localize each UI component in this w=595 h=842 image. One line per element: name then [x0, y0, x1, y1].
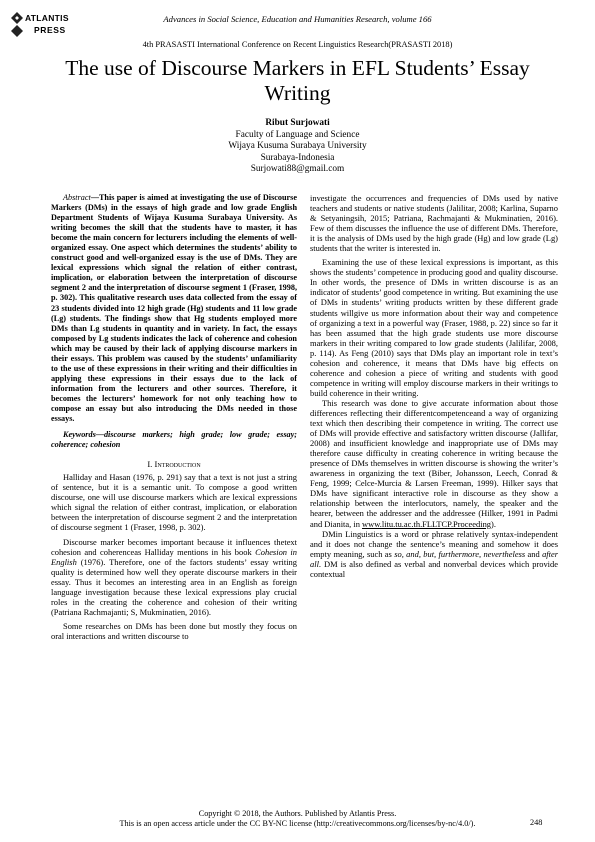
author-affiliation: Faculty of Language and Science — [235, 129, 360, 140]
dm-example: after all — [310, 548, 559, 569]
left-column — [51, 193, 297, 641]
body-paragraph: DMin Linguistics is a word or phrase relatively syntax-independent and it does not change the sentence’s meaning and somehow it does empty meaning, such as so, and, but, furthermore, nevertheless and after all. DM is also defined as verbal and nonverbal devices which provide contextual — [310, 528, 559, 579]
body-paragraph: Examining the use of these lexical expressions is important, as this shows the students’ competence in producing good and quality discourse. In other words, the presence of DMs in written discourse is as an indicator of students’ good competence in writing. But examining the use of DMs in students’ writing products written by these different grade students willgive us more information about their way and competence of organizing a text in a powerful way (Fraser, 1988, p. 22) since so far it has been assumed that the high grade students use more discourse markers in their writing compared to low grade students (Jalilifar, 2008, p. 114). As Feng (2010) says that DMs play an important role in text’s cohesion and coherence, it means that DMs have big effects on coherence and cohesion a piece of writing and students with good competence in writing will employ discourse markers in their writings to build coherence in their writing. — [310, 257, 558, 398]
copyright-line: Copyright © 2018, the Authors. Published by Atlantis Press. — [198, 809, 397, 818]
body-paragraph: Halliday and Hasan (1976, p. 291) say that a text is not just a string of sentence, but it is a semantic unit. To compose a good written discourse, one will use discourse markers which are lexical expressions which signal the relation of either contrast, implication, or elaboration between the interpretation of discourse segment 2 and the interpretation of discourse segment 1 (Fraser, 1998, p. 302). — [51, 472, 297, 533]
publisher-name-line2: PRESS — [34, 25, 66, 35]
author-block — [0, 118, 595, 176]
author-email: Surjowati88@gmail.com — [250, 164, 345, 174]
paper-title: The use of Discourse Markers in EFL Students’ Essay Writing — [65, 56, 530, 105]
copyright-footer — [0, 809, 595, 829]
abstract-text: —This paper is aimed at investigating the use of Discourse Markers (DMs) in the essays of high grade and low grade English Department Students of Wijaya Kusuma Surabaya University. As writing becomes the skill that the students have to master, it has become the main concern for lecturers including the elements of well-organized essay. One aspect which determines the students’ ability to construct good and well-organized essay is the use of DMs. They are lexical expressions which signal the relation of either contrast, implication, or elaboration between the interpretation of discourse segment 2 and the interpretation of discourse segment 1 (Fraser, 1998, p. 302). This qualitative research uses data collected from the essay of 23 students divided into 12 high grade (Hg) students and 11 low grade (Lg) students. The findings show that Hg students employed more DMs than Lg students in quantity and in variety. In fact, the essays composed by Lg students indicates the lack of coherence and cohesion which may be caused by their lack of applying discourse markers in their essays. This problem was caused by the students’ unfamiliarity to the use of these expressions in their writing and their difficulties in applying these expressions in their essays due to the lack of information from the lecturers and other sources. Therefore, it becomes the lecturers’ homework for not only teaching how to compose an essay but also introducing the DMs needed in those essays. — [51, 193, 297, 424]
section-title: Introduction — [154, 459, 201, 470]
body-paragraph: This research was done to give accurate information about those differences reflecting their differentcompetenceand a way of organizing text which then describing their competence in writing. The correct use of DMs will provide effective and satisfactory written discourse (Jallifar, 2008) and insufficient knowledge and inappropriate use of DMs may therefore cause difficulty in creating coherence in writing because the presence of DMs themselves in written discourse is showing the writer’s awareness in organizing the text (Biber, Johansson, Leech, Conrad & Feng, 1999; Celce-Murcia & Larsen Freeman, 1999). Hilker says that DMs have significant interactive role in discourse as they show a relationship between the interlocutors, namely, the speaker and the hearer, between the addresser and the addressee (Hilker, 1991 in Padmi and Dianita, in www.litu.tu.ac.th.FLLTCP.Proceeding). — [310, 397, 558, 529]
right-column — [310, 193, 558, 579]
author-name: Ribut Surjowati — [265, 118, 330, 128]
body-paragraph: Discourse marker becomes important because it influences thetext cohesion and coherenceas Halliday mentions in his book Cohesion in English (1976). Therefore, one of the factors students’ essay writing quality is determined how well they operate discourse markers in their essay. Thus it becomes an interesting area in an English as foreign language investigation because these lexical expressions play crucial roles in the creating the coherence and cohesion of their writing (Patriana Rachmajanti; S, Mukminatien, 2016). — [51, 536, 297, 617]
author-university: Wijaya Kusuma Surabaya University — [228, 141, 367, 151]
section-number: I. — [147, 459, 153, 470]
abstract — [51, 193, 297, 424]
page-number: 248 — [530, 818, 543, 827]
body-paragraph: investigate the occurrences and frequencies of DMs used by native teachers and students or native students (Jalilitar, 2008; Karlina, Suparno & Setyaningsih, 2015; Patriana, Rachmajanti & Mukminatien, 2016). Few of them discusses the influence the use of different DMs. Therefore, it is the analysis of DMs used by the high grade (Hg) and low grade (Lg) students that the writer is interested in. — [310, 193, 558, 254]
dm-examples: so, and, but, furthermore, nevertheless — [394, 548, 526, 559]
proceeding-link[interactable]: www.litu.tu.ac.th.FLLTCP.Proceeding — [362, 518, 492, 529]
running-header-series: Advances in Social Science, Education and Humanities Research, volume 166 — [163, 14, 432, 24]
license-line: This is an open access article under the CC BY-NC license (http://creativecommons.org/licenses/by-nc/4.0/). — [119, 819, 476, 828]
body-paragraph: Some researches on DMs has been done but mostly they focus on oral interactions and written discourse to — [51, 620, 297, 641]
author-location: Surabaya-Indonesia — [260, 152, 335, 163]
running-header-conference: 4th PRASASTI International Conference on Recent Linguistics Research(PRASASTI 2018) — [142, 40, 453, 49]
section-heading — [51, 459, 297, 469]
keywords: Keywords—discourse markers; high grade; low grade; essay; coherence; cohesion — [51, 430, 297, 450]
book-title: Cohesion in English — [51, 546, 297, 567]
abstract-label: Abstract — [63, 193, 91, 202]
publisher-name: ATLANTIS — [25, 13, 69, 23]
